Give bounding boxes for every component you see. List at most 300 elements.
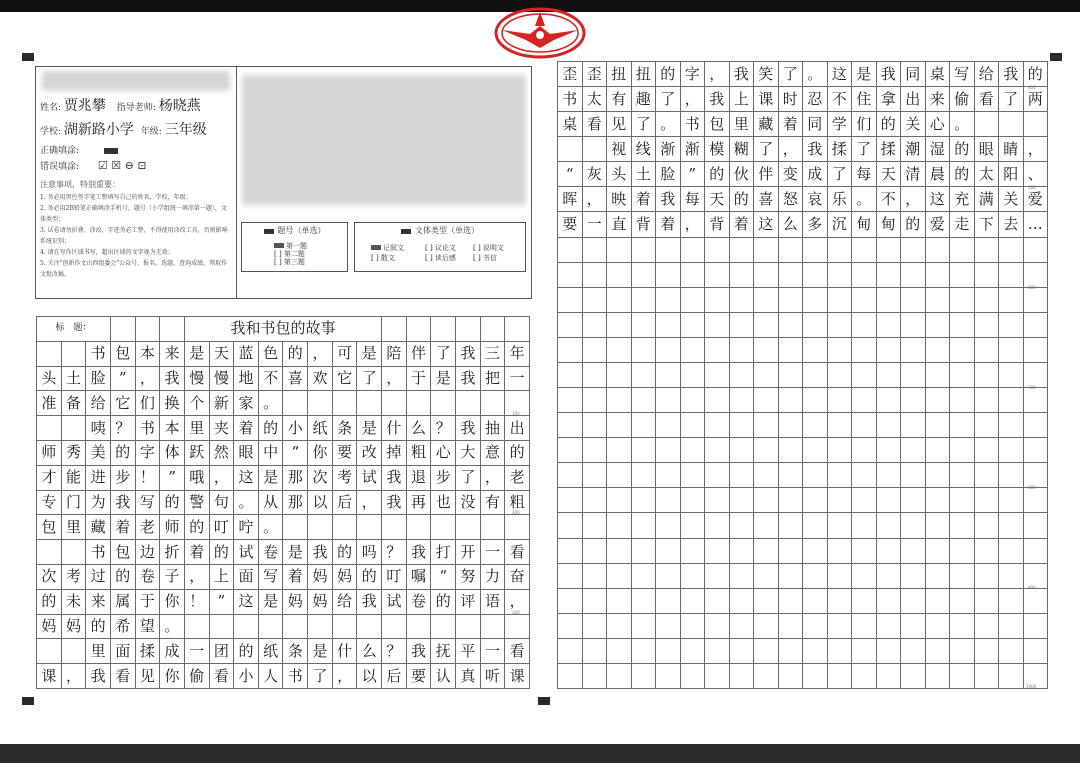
grid-cell-char: 怒: [779, 187, 804, 212]
grid-cell: [975, 614, 1000, 639]
grid-cell: [632, 313, 657, 338]
grid-cell: [681, 614, 706, 639]
grid-cell-char: 才: [37, 466, 62, 491]
grid-cell-char: 走: [950, 212, 975, 237]
grid-cell: [431, 317, 456, 342]
grid-cell: [730, 614, 755, 639]
grid-cell: [877, 438, 902, 463]
grid-cell-char: 的: [234, 639, 259, 664]
grid-cell: [681, 513, 706, 538]
grid-cell-char: ？: [382, 540, 407, 565]
grid-cell: [705, 238, 730, 263]
grid-cell-char: 的: [705, 162, 730, 187]
grid-cell-char: [283, 515, 308, 540]
grid-cell-char: ！: [136, 466, 161, 491]
grid-cell-char: 卷: [407, 590, 432, 615]
grid-cell-char: 我: [456, 416, 481, 441]
grid-cell: [754, 363, 779, 388]
grid-cell: [730, 363, 755, 388]
grid-cell: [583, 313, 608, 338]
grid-cell-char: 要: [558, 212, 583, 237]
genre-option-exposition[interactable]: [ ] 说明文: [473, 244, 504, 252]
grid-cell: [456, 317, 481, 342]
grid-cell: [828, 539, 853, 564]
grid-cell-char: 不: [259, 367, 284, 392]
grid-cell: [828, 614, 853, 639]
grid-cell-char: 条: [283, 639, 308, 664]
grid-cell: [779, 488, 804, 513]
grid-cell-char: 包: [37, 515, 62, 540]
grid-cell-char: 头: [607, 162, 632, 187]
grid-cell: [558, 564, 583, 589]
grid-cell: [681, 263, 706, 288]
grid-cell-char: 写: [950, 62, 975, 87]
grid-cell-char: [333, 515, 358, 540]
grid-cell: [828, 438, 853, 463]
grid-cell: [877, 263, 902, 288]
grid-cell: [730, 238, 755, 263]
grid-cell-char: [481, 391, 506, 416]
grid-cell: [1024, 313, 1049, 338]
grid-cell-char: 面: [234, 565, 259, 590]
grid-cell-char: 老: [505, 466, 530, 491]
grid-cell-char: [62, 540, 87, 565]
grid-cell-char: ”: [160, 466, 185, 491]
grid-cell-char: ？: [431, 416, 456, 441]
grid-cell: [901, 338, 926, 363]
grid-cell-char: 土: [62, 367, 87, 392]
grid-cell-char: [505, 615, 530, 640]
grid-cell: [779, 388, 804, 413]
grid-cell-char: 一: [583, 212, 608, 237]
grid-cell-char: 努: [456, 565, 481, 590]
grid-cell: [926, 664, 951, 689]
grid-cell-char: 充: [950, 187, 975, 212]
grid-cell: [705, 664, 730, 689]
grid-cell-char: 出: [505, 416, 530, 441]
grid-cell-char: 属: [111, 590, 136, 615]
grid-cell-char: 忍: [803, 87, 828, 112]
grid-cell: [926, 263, 951, 288]
grid-cell: [558, 313, 583, 338]
word-count-marker: 100: [512, 411, 520, 416]
grid-cell: [558, 413, 583, 438]
grid-cell-char: [431, 515, 456, 540]
grid-cell-char: 我: [111, 491, 136, 516]
grid-cell: [803, 313, 828, 338]
grid-cell: [877, 589, 902, 614]
grid-cell: [975, 639, 1000, 664]
grid-cell-char: 揉: [136, 639, 161, 664]
grid-cell-char: 的: [1024, 62, 1049, 87]
grid-cell-char: 见: [136, 664, 161, 689]
school-row: [40, 119, 207, 139]
grid-cell-char: 桌: [558, 112, 583, 137]
grid-cell: [656, 513, 681, 538]
grid-cell: [607, 614, 632, 639]
grid-cell-char: 一: [481, 639, 506, 664]
grid-cell: [852, 589, 877, 614]
grid-cell-char: [37, 540, 62, 565]
grid-cell-char: 心: [926, 112, 951, 137]
grid-cell: [901, 438, 926, 463]
grid-cell-char: [382, 515, 407, 540]
grid-cell: [607, 564, 632, 589]
genre-type-box: [354, 222, 526, 272]
grid-cell: [852, 614, 877, 639]
grid-cell: [382, 317, 407, 342]
grid-cell: [877, 338, 902, 363]
grid-cell: [681, 238, 706, 263]
grid-cell-char: 歪: [583, 62, 608, 87]
grid-cell: [828, 564, 853, 589]
grid-cell-char: 的: [901, 212, 926, 237]
grid-cell-char: [62, 639, 87, 664]
grid-cell-char: 下: [975, 212, 1000, 237]
grid-cell-char: 扭: [632, 62, 657, 87]
grid-cell-char: [234, 615, 259, 640]
grid-cell-char: 警: [185, 491, 210, 516]
grid-cell-char: 乐: [828, 187, 853, 212]
grid-cell-char: 过: [86, 565, 111, 590]
grid-cell-char: 打: [431, 540, 456, 565]
grid-cell: [950, 388, 975, 413]
grid-cell: [926, 438, 951, 463]
grid-cell-char: 每: [681, 187, 706, 212]
grid-cell: [779, 238, 804, 263]
grid-cell-char: 是: [357, 342, 382, 367]
grid-cell: [926, 388, 951, 413]
word-count-marker: 1000: [1026, 684, 1037, 689]
grid-cell: [975, 463, 1000, 488]
grid-cell: [656, 488, 681, 513]
grid-cell: [901, 614, 926, 639]
grid-cell-char: 偷: [185, 664, 210, 689]
grid-cell-char: 书: [136, 416, 161, 441]
genre-option-narrative[interactable]: 记叙文: [371, 243, 404, 253]
grid-cell-char: 视: [607, 137, 632, 162]
grid-cell: [852, 539, 877, 564]
grid-cell: [583, 664, 608, 689]
grid-cell-char: 美: [86, 441, 111, 466]
grid-cell-char: 甸: [852, 212, 877, 237]
grid-cell-char: ”: [210, 590, 235, 615]
grid-cell-char: 渐: [656, 137, 681, 162]
grid-cell: [632, 238, 657, 263]
grid-cell: [975, 438, 1000, 463]
grid-cell: [803, 263, 828, 288]
grid-cell-char: [431, 615, 456, 640]
grid-cell: [999, 513, 1024, 538]
grid-cell: [950, 513, 975, 538]
genre-option-argument[interactable]: [ ] 议论文: [425, 244, 456, 252]
grid-cell-char: 爱: [926, 212, 951, 237]
grid-cell-char: ，: [681, 212, 706, 237]
grid-cell-char: 揉: [828, 137, 853, 162]
grid-cell: [999, 338, 1024, 363]
grid-cell-char: 么: [357, 639, 382, 664]
grid-cell-char: [456, 391, 481, 416]
grid-cell-char: 这: [754, 212, 779, 237]
grid-cell-char: 我: [705, 87, 730, 112]
grid-cell: [607, 388, 632, 413]
grid-cell-char: [37, 342, 62, 367]
grid-cell-char: [1024, 112, 1049, 137]
grid-cell: [656, 388, 681, 413]
grid-cell: [754, 639, 779, 664]
grid-cell-char: 我: [357, 590, 382, 615]
grid-cell-char: 时: [779, 87, 804, 112]
grid-cell: [681, 463, 706, 488]
grid-cell-char: [37, 639, 62, 664]
grid-cell: [583, 238, 608, 263]
grid-cell: [828, 488, 853, 513]
grid-cell: [901, 564, 926, 589]
grid-cell: [730, 664, 755, 689]
question-option-1[interactable]: 第一题: [274, 241, 307, 251]
grid-cell-char: 出: [901, 87, 926, 112]
grid-cell: [656, 564, 681, 589]
grid-cell-char: 看: [505, 639, 530, 664]
genre-option-letter[interactable]: [ ] 书信: [473, 254, 497, 262]
grid-cell: [901, 388, 926, 413]
grid-cell-char: 未: [62, 590, 87, 615]
grid-cell: [950, 539, 975, 564]
grid-cell-char: 粗: [407, 441, 432, 466]
grid-cell: [950, 288, 975, 313]
grid-cell-char: 你: [160, 590, 185, 615]
grid-cell-char: 以: [308, 491, 333, 516]
grid-cell-char: 评: [456, 590, 481, 615]
genre-box-title: 文体类型（单选）: [355, 225, 525, 236]
word-count-marker: 200: [512, 510, 520, 515]
grid-cell-char: 课: [37, 664, 62, 689]
grid-cell: [1024, 413, 1049, 438]
grid-cell: [607, 313, 632, 338]
grid-cell-char: 的: [730, 187, 755, 212]
grid-cell: [754, 564, 779, 589]
grid-cell: [877, 388, 902, 413]
grid-cell-char: 我: [456, 367, 481, 392]
grid-cell-char: ，: [505, 590, 530, 615]
grid-cell: [558, 513, 583, 538]
grid-cell: [999, 413, 1024, 438]
grid-cell-char: 睛: [999, 137, 1024, 162]
grid-cell-char: 后: [333, 491, 358, 516]
grid-cell: [558, 639, 583, 664]
grid-cell-char: 喜: [283, 367, 308, 392]
grid-cell-char: 换: [160, 391, 185, 416]
grid-cell: [852, 438, 877, 463]
registration-mark: [22, 53, 34, 61]
grid-cell: [754, 664, 779, 689]
grid-cell: [852, 313, 877, 338]
grid-cell: [779, 564, 804, 589]
grid-cell: [558, 238, 583, 263]
grid-cell-char: [407, 391, 432, 416]
grid-cell: [901, 313, 926, 338]
grid-cell: [877, 288, 902, 313]
grid-cell: [999, 589, 1024, 614]
grid-cell-char: 我: [407, 639, 432, 664]
grid-cell: [803, 338, 828, 363]
grid-cell-char: 里: [730, 112, 755, 137]
grid-cell-char: 平: [456, 639, 481, 664]
grid-cell-char: 次: [308, 466, 333, 491]
grid-cell: [705, 564, 730, 589]
grid-cell-char: 个: [185, 391, 210, 416]
filled-mark-icon: [371, 245, 381, 250]
grid-cell-char: 后: [382, 664, 407, 689]
grid-cell: [705, 388, 730, 413]
grid-cell-char: 晖: [558, 187, 583, 212]
grid-cell-char: 的: [357, 565, 382, 590]
grid-cell: [852, 238, 877, 263]
scanner-bottom-edge: [0, 744, 1080, 763]
grid-cell-char: 试: [357, 466, 382, 491]
grid-cell: [607, 263, 632, 288]
grid-cell-char: 脸: [86, 367, 111, 392]
grid-cell-char: 地: [234, 367, 259, 392]
grid-cell-char: 准: [37, 391, 62, 416]
grid-cell-char: 试: [234, 540, 259, 565]
grid-cell: [558, 664, 583, 689]
grid-cell: [558, 363, 583, 388]
grid-cell: [656, 413, 681, 438]
grid-cell-char: 专: [37, 491, 62, 516]
grid-cell: [632, 388, 657, 413]
grid-cell-char: 书: [283, 664, 308, 689]
grid-cell: [779, 664, 804, 689]
question-option-3[interactable]: [ ] 第三题: [274, 258, 305, 266]
grid-cell-char: 退: [407, 466, 432, 491]
genre-option-review[interactable]: [ ] 读后感: [425, 254, 456, 262]
grid-cell: [632, 589, 657, 614]
grid-cell-char: 头: [37, 367, 62, 392]
grid-cell-char: 多: [803, 212, 828, 237]
grid-cell-char: 爱: [1024, 187, 1049, 212]
grid-cell-char: 了: [632, 112, 657, 137]
grid-cell: [999, 288, 1024, 313]
grid-cell: [558, 463, 583, 488]
grid-cell-char: “: [431, 565, 456, 590]
grid-cell-char: 。: [234, 491, 259, 516]
grid-cell: [656, 288, 681, 313]
word-count-marker: 800: [1028, 485, 1036, 490]
grid-cell-char: 不: [828, 87, 853, 112]
grid-cell-char: 一: [481, 540, 506, 565]
word-count-marker: 600: [1028, 285, 1036, 290]
grid-cell-char: 伙: [730, 162, 755, 187]
filled-mark-icon: [274, 243, 284, 248]
grid-cell-char: 看: [210, 664, 235, 689]
grid-cell-char: 书: [86, 540, 111, 565]
grid-cell: [681, 488, 706, 513]
grid-cell: [852, 363, 877, 388]
grid-cell: [632, 288, 657, 313]
grid-cell: [1024, 513, 1049, 538]
grid-cell-char: 陪: [382, 342, 407, 367]
grid-cell-char: 的: [259, 416, 284, 441]
grid-cell: [681, 363, 706, 388]
grid-cell: [607, 338, 632, 363]
grid-cell: [558, 263, 583, 288]
grid-cell: [754, 539, 779, 564]
question-option-2[interactable]: [ ] 第二题: [274, 250, 305, 258]
school-value: 湖新路小学: [63, 122, 134, 138]
grid-cell: [901, 488, 926, 513]
grid-cell-char: 哦: [185, 466, 210, 491]
grid-cell: [950, 488, 975, 513]
wrong-fill-label: 错误填涂:: [40, 162, 80, 172]
grid-cell-char: 。: [852, 187, 877, 212]
grid-cell: [705, 263, 730, 288]
grid-cell-char: 咦: [86, 416, 111, 441]
grid-cell-char: ？: [111, 416, 136, 441]
redacted-grid-area: [242, 75, 526, 205]
grid-cell: [607, 539, 632, 564]
grid-cell-char: [333, 615, 358, 640]
grid-cell-char: 湿: [926, 137, 951, 162]
grid-cell: [558, 388, 583, 413]
grid-cell: [975, 288, 1000, 313]
grid-cell: [950, 564, 975, 589]
grid-cell: [926, 589, 951, 614]
grid-cell: [558, 438, 583, 463]
grid-cell-char: 了: [852, 137, 877, 162]
grid-cell: [901, 363, 926, 388]
grid-cell: [730, 313, 755, 338]
grid-cell-char: 人: [259, 664, 284, 689]
grid-cell: [779, 313, 804, 338]
grid-cell-char: 慢: [185, 367, 210, 392]
grid-cell: [656, 263, 681, 288]
grid-cell: [111, 317, 136, 342]
grid-cell: [950, 238, 975, 263]
grid-cell-char: 阳: [999, 162, 1024, 187]
grid-cell-char: 那: [283, 466, 308, 491]
genre-option-prose[interactable]: [ ] 散文: [371, 254, 395, 262]
grid-cell-char: 是: [852, 62, 877, 87]
filled-mark-icon: [104, 148, 118, 154]
grid-cell-char: 抚: [431, 639, 456, 664]
grid-cell: [877, 413, 902, 438]
grid-cell-char: 为: [86, 491, 111, 516]
grid-cell: [975, 488, 1000, 513]
grid-cell-char: 句: [210, 491, 235, 516]
grid-cell-char: 意: [481, 441, 506, 466]
grid-cell-char: 们: [852, 112, 877, 137]
grid-cell: [607, 488, 632, 513]
grid-cell-char: 一: [505, 367, 530, 392]
grid-cell: [852, 564, 877, 589]
grid-cell: [1024, 488, 1049, 513]
grid-cell-char: 里: [62, 515, 87, 540]
grid-cell-char: 我: [803, 137, 828, 162]
notes-block: [40, 179, 230, 280]
grid-cell: [656, 614, 681, 639]
grid-cell-char: 的: [37, 590, 62, 615]
grid-cell-char: 本: [136, 342, 161, 367]
teacher-value: 杨晓燕: [158, 98, 201, 114]
grid-cell-char: 望: [136, 615, 161, 640]
grid-cell-char: 着: [234, 416, 259, 441]
grid-cell-char: 书: [558, 87, 583, 112]
grid-cell: [632, 338, 657, 363]
grid-cell-char: 我: [308, 540, 333, 565]
wrong-marks: ☑ ☒ ⊖ ⊡: [97, 159, 147, 172]
grid-cell: [901, 589, 926, 614]
